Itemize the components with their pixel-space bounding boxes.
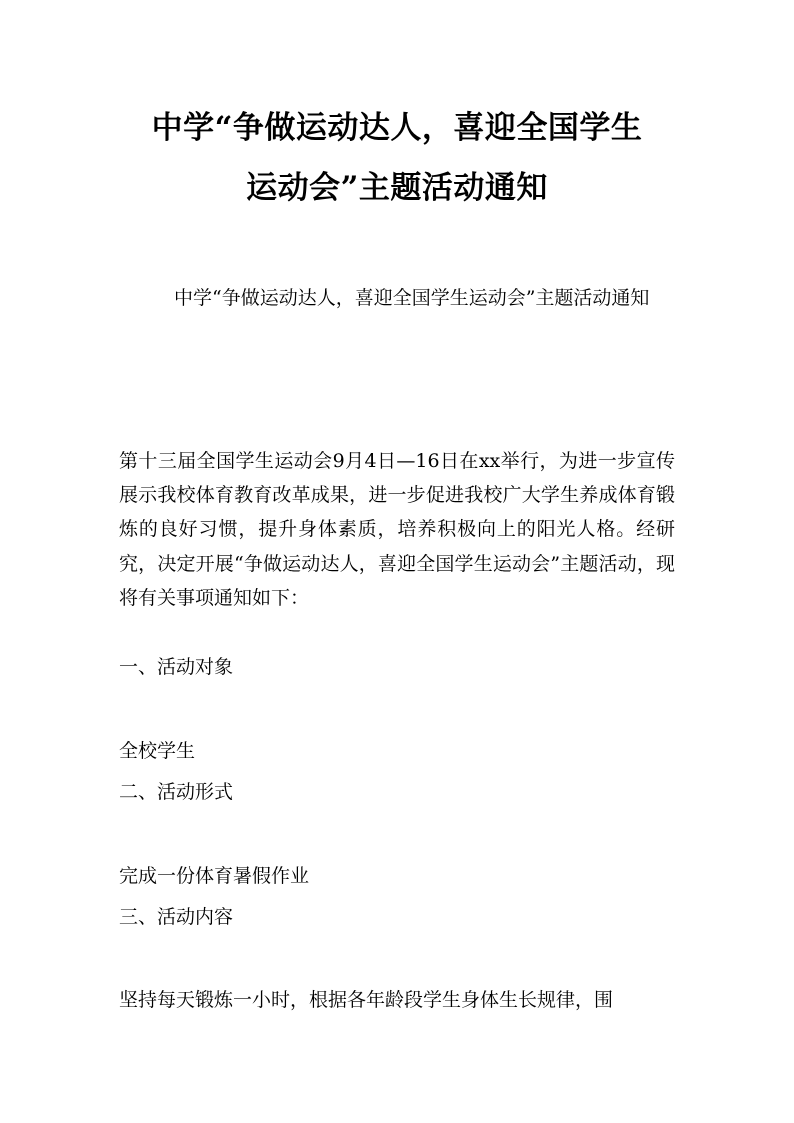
section-2-heading: 二、活动形式: [119, 781, 234, 803]
section-3-body: 坚持每天锻炼一小时，根据各年龄段学生身体生长规律，围: [119, 989, 614, 1011]
document-title-line-2: 运动会”主题活动通知: [246, 170, 548, 206]
section-2-body: 完成一份体育暑假作业: [119, 865, 310, 887]
document-title-line-1: 中学“争做运动达人，喜迎全国学生: [151, 110, 643, 146]
section-1-heading: 一、活动对象: [119, 656, 234, 678]
body-paragraph-1: 第十三届全国学生运动会9月4日—16日在xx举行，为进一步宣传展示我校体育教育改革成果，进一步促进我校广大学生养成体育锻炼的良好习惯，提升身体素质，培养积极向上的阳光人格。经研究，决定开展“争做运动达人，喜迎全国学生运动会”主题活动，现将有关事项通知如下：: [119, 450, 675, 609]
section-1-body: 全校学生: [119, 740, 196, 762]
section-3-heading: 三、活动内容: [119, 906, 234, 928]
intro-paragraph: 中学“争做运动达人，喜迎全国学生运动会”主题活动通知: [174, 287, 650, 309]
